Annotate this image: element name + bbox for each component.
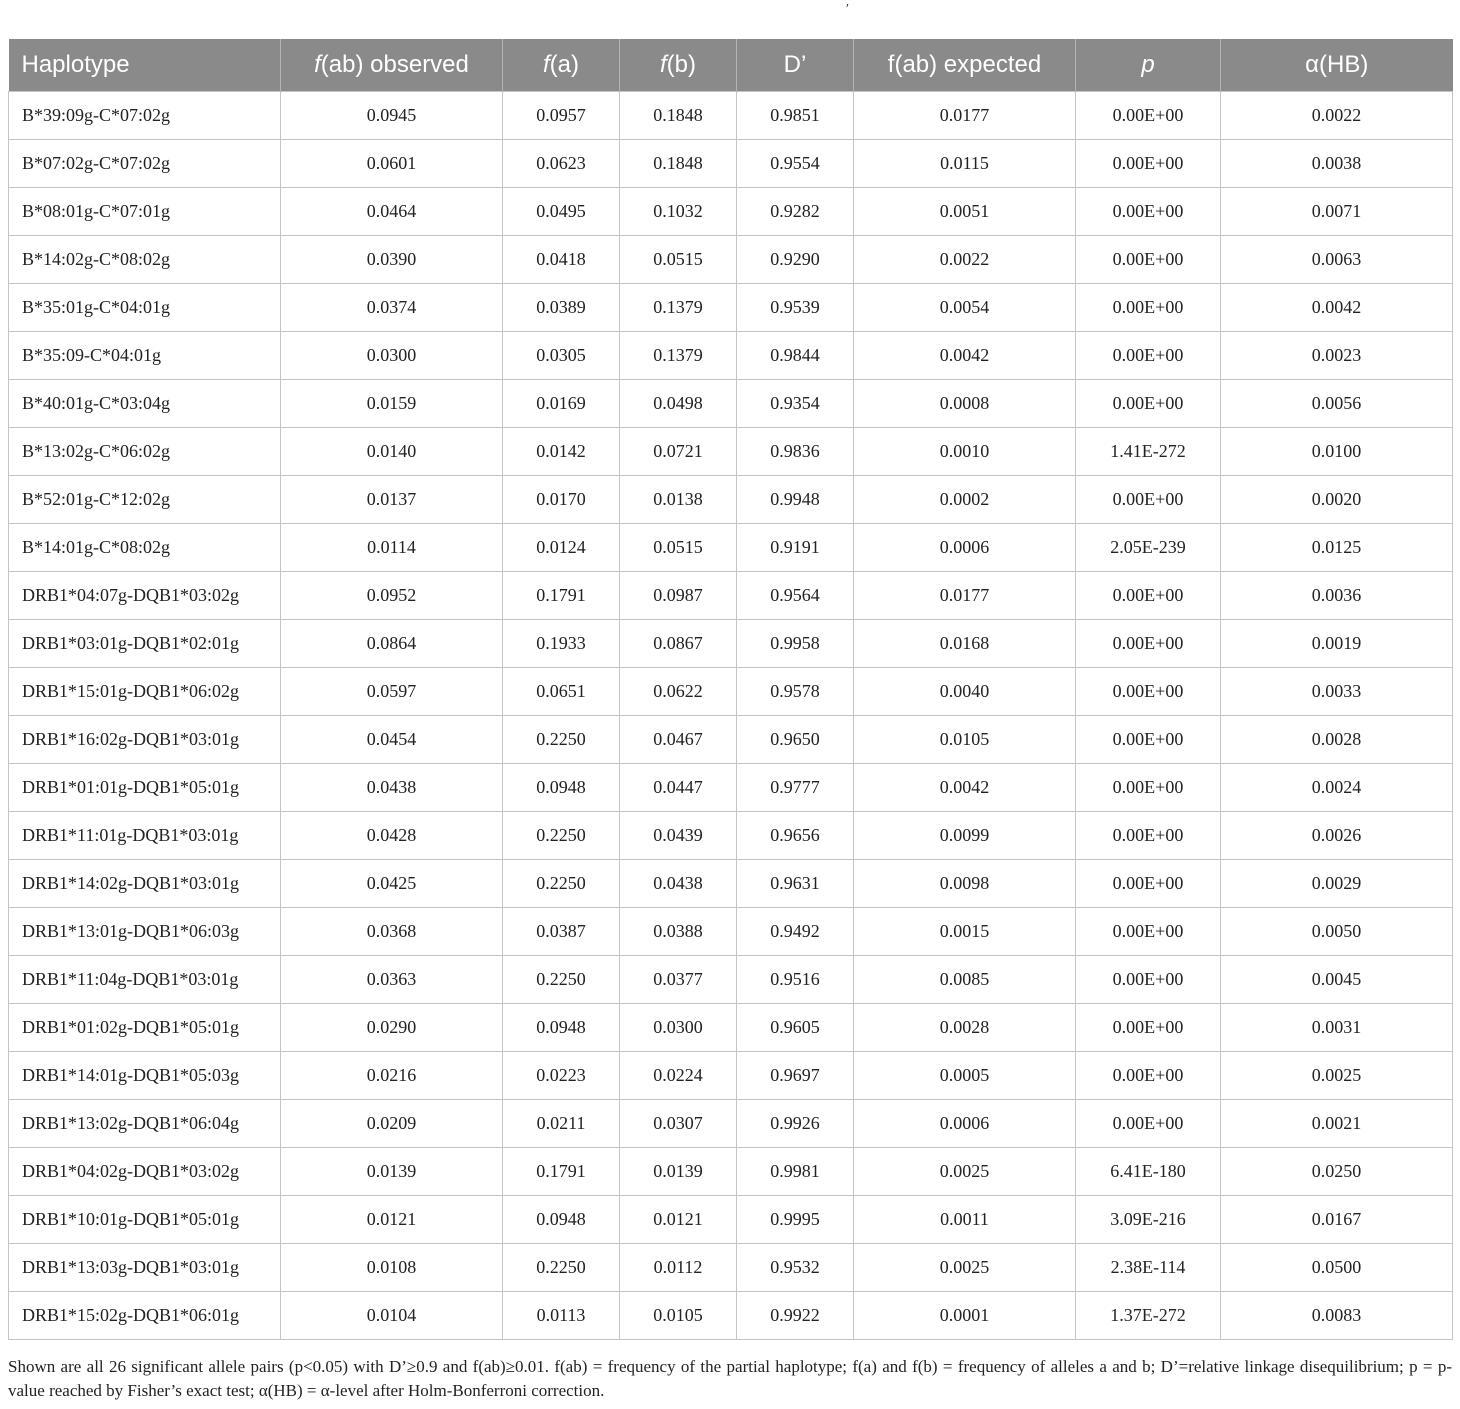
table-row <box>9 860 1453 908</box>
p-value-cell: 2.38E-114 <box>1076 1244 1221 1292</box>
table-body <box>9 92 1453 1340</box>
p-value-cell: 1.41E-272 <box>1076 428 1221 476</box>
alpha-cell: 0.0019 <box>1221 620 1453 668</box>
fab-expected-cell: 0.0025 <box>854 1244 1076 1292</box>
fab-expected-cell: 0.0002 <box>854 476 1076 524</box>
table-row <box>9 908 1453 956</box>
p-value-cell: 0.00E+00 <box>1076 332 1221 380</box>
haplotype-cell: DRB1*10:01g-DQB1*05:01g <box>9 1196 281 1244</box>
table-row <box>9 1148 1453 1196</box>
dprime-cell: 0.9697 <box>737 1052 854 1100</box>
dprime-cell: 0.9605 <box>737 1004 854 1052</box>
alpha-cell: 0.0024 <box>1221 764 1453 812</box>
table-row <box>9 668 1453 716</box>
fab-expected-cell: 0.0001 <box>854 1292 1076 1340</box>
table-row <box>9 1196 1453 1244</box>
header-fa: f(a) <box>503 39 620 92</box>
table-row <box>9 284 1453 332</box>
dprime-cell: 0.9354 <box>737 380 854 428</box>
table-footnote: Shown are all 26 significant allele pairs (p<0.05) with D’≥0.9 and f(ab)≥0.01. f(ab) = frequency of the partial haplotype; f(a) and f(b) = frequency of alleles a and b; D’=relative linkage disequilibrium; p = p-value reached by Fisher’s exact test; α(HB) = α-level after Holm-Bonferroni correction. <box>8 1357 1452 1400</box>
fab-observed-cell: 0.0425 <box>281 860 503 908</box>
haplotype-table <box>8 39 1453 1340</box>
dprime-cell: 0.9995 <box>737 1196 854 1244</box>
table-row <box>9 1004 1453 1052</box>
fab-expected-cell: 0.0105 <box>854 716 1076 764</box>
dprime-cell: 0.9578 <box>737 668 854 716</box>
fab-observed-cell: 0.0300 <box>281 332 503 380</box>
fab-expected-cell: 0.0015 <box>854 908 1076 956</box>
p-value-cell: 6.41E-180 <box>1076 1148 1221 1196</box>
fa-cell: 0.0389 <box>503 284 620 332</box>
haplotype-cell: DRB1*04:07g-DQB1*03:02g <box>9 572 281 620</box>
alpha-cell: 0.0036 <box>1221 572 1453 620</box>
p-value-cell: 0.00E+00 <box>1076 860 1221 908</box>
dprime-cell: 0.9539 <box>737 284 854 332</box>
fab-observed-cell: 0.0597 <box>281 668 503 716</box>
fab-observed-cell: 0.0374 <box>281 284 503 332</box>
alpha-cell: 0.0063 <box>1221 236 1453 284</box>
fb-cell: 0.1379 <box>620 332 737 380</box>
fa-cell: 0.0948 <box>503 1196 620 1244</box>
haplotype-cell: B*35:01g-C*04:01g <box>9 284 281 332</box>
fa-cell: 0.2250 <box>503 716 620 764</box>
table-row <box>9 236 1453 284</box>
alpha-cell: 0.0045 <box>1221 956 1453 1004</box>
fab-expected-cell: 0.0040 <box>854 668 1076 716</box>
fab-expected-cell: 0.0099 <box>854 812 1076 860</box>
p-value-cell: 0.00E+00 <box>1076 620 1221 668</box>
haplotype-cell: DRB1*13:02g-DQB1*06:04g <box>9 1100 281 1148</box>
table-row <box>9 1292 1453 1340</box>
fa-cell: 0.0418 <box>503 236 620 284</box>
alpha-cell: 0.0023 <box>1221 332 1453 380</box>
fab-expected-cell: 0.0168 <box>854 620 1076 668</box>
p-value-cell: 0.00E+00 <box>1076 812 1221 860</box>
alpha-cell: 0.0022 <box>1221 92 1453 140</box>
alpha-cell: 0.0056 <box>1221 380 1453 428</box>
table-row <box>9 524 1453 572</box>
fb-cell: 0.0388 <box>620 908 737 956</box>
fa-cell: 0.0211 <box>503 1100 620 1148</box>
p-value-cell: 0.00E+00 <box>1076 236 1221 284</box>
fb-cell: 0.1379 <box>620 284 737 332</box>
haplotype-cell: DRB1*16:02g-DQB1*03:01g <box>9 716 281 764</box>
p-value-cell: 0.00E+00 <box>1076 1052 1221 1100</box>
fb-cell: 0.0139 <box>620 1148 737 1196</box>
alpha-cell: 0.0031 <box>1221 1004 1453 1052</box>
table-row <box>9 140 1453 188</box>
fa-cell: 0.0170 <box>503 476 620 524</box>
fb-cell: 0.0622 <box>620 668 737 716</box>
fab-expected-cell: 0.0042 <box>854 332 1076 380</box>
fa-cell: 0.1933 <box>503 620 620 668</box>
fb-cell: 0.0515 <box>620 524 737 572</box>
haplotype-cell: DRB1*11:01g-DQB1*03:01g <box>9 812 281 860</box>
fab-observed-cell: 0.0390 <box>281 236 503 284</box>
fab-expected-cell: 0.0025 <box>854 1148 1076 1196</box>
fb-cell: 0.0307 <box>620 1100 737 1148</box>
p-value-cell: 0.00E+00 <box>1076 92 1221 140</box>
haplotype-cell: B*14:02g-C*08:02g <box>9 236 281 284</box>
p-value-cell: 0.00E+00 <box>1076 716 1221 764</box>
dprime-cell: 0.9554 <box>737 140 854 188</box>
dprime-cell: 0.9777 <box>737 764 854 812</box>
table-row <box>9 476 1453 524</box>
fab-expected-cell: 0.0054 <box>854 284 1076 332</box>
dprime-cell: 0.9926 <box>737 1100 854 1148</box>
fa-cell: 0.2250 <box>503 956 620 1004</box>
table-row <box>9 812 1453 860</box>
alpha-cell: 0.0029 <box>1221 860 1453 908</box>
fb-cell: 0.0447 <box>620 764 737 812</box>
dprime-cell: 0.9282 <box>737 188 854 236</box>
table-row <box>9 1100 1453 1148</box>
alpha-cell: 0.0250 <box>1221 1148 1453 1196</box>
fab-observed-cell: 0.0108 <box>281 1244 503 1292</box>
p-value-cell: 0.00E+00 <box>1076 668 1221 716</box>
dprime-cell: 0.9958 <box>737 620 854 668</box>
haplotype-cell: B*13:02g-C*06:02g <box>9 428 281 476</box>
fab-observed-cell: 0.0140 <box>281 428 503 476</box>
fa-cell: 0.0223 <box>503 1052 620 1100</box>
dprime-cell: 0.9922 <box>737 1292 854 1340</box>
header-fb: f(b) <box>620 39 737 92</box>
fab-observed-cell: 0.0209 <box>281 1100 503 1148</box>
dprime-cell: 0.9844 <box>737 332 854 380</box>
p-value-cell: 3.09E-216 <box>1076 1196 1221 1244</box>
dprime-cell: 0.9631 <box>737 860 854 908</box>
table-row <box>9 620 1453 668</box>
fab-observed-cell: 0.0464 <box>281 188 503 236</box>
fab-observed-cell: 0.0290 <box>281 1004 503 1052</box>
haplotype-cell: B*52:01g-C*12:02g <box>9 476 281 524</box>
p-value-cell: 0.00E+00 <box>1076 476 1221 524</box>
fab-observed-cell: 0.0454 <box>281 716 503 764</box>
table-row <box>9 956 1453 1004</box>
fb-cell: 0.0438 <box>620 860 737 908</box>
alpha-cell: 0.0042 <box>1221 284 1453 332</box>
fab-expected-cell: 0.0005 <box>854 1052 1076 1100</box>
haplotype-cell: DRB1*14:02g-DQB1*03:01g <box>9 860 281 908</box>
table-row <box>9 1244 1453 1292</box>
fab-expected-cell: 0.0098 <box>854 860 1076 908</box>
p-value-cell: 0.00E+00 <box>1076 1004 1221 1052</box>
alpha-cell: 0.0025 <box>1221 1052 1453 1100</box>
header-p: p <box>1076 39 1221 92</box>
fab-observed-cell: 0.0945 <box>281 92 503 140</box>
p-value-cell: 0.00E+00 <box>1076 764 1221 812</box>
header-alpha: α(HB) <box>1221 39 1453 92</box>
alpha-cell: 0.0026 <box>1221 812 1453 860</box>
fab-expected-cell: 0.0115 <box>854 140 1076 188</box>
dprime-cell: 0.9650 <box>737 716 854 764</box>
fb-cell: 0.0439 <box>620 812 737 860</box>
fab-expected-cell: 0.0085 <box>854 956 1076 1004</box>
haplotype-cell: B*39:09g-C*07:02g <box>9 92 281 140</box>
fab-observed-cell: 0.0864 <box>281 620 503 668</box>
haplotype-cell: B*08:01g-C*07:01g <box>9 188 281 236</box>
fb-cell: 0.0121 <box>620 1196 737 1244</box>
p-value-cell: 0.00E+00 <box>1076 380 1221 428</box>
p-value-cell: 0.00E+00 <box>1076 284 1221 332</box>
haplotype-cell: DRB1*03:01g-DQB1*02:01g <box>9 620 281 668</box>
fb-cell: 0.1848 <box>620 92 737 140</box>
alpha-cell: 0.0125 <box>1221 524 1453 572</box>
fa-cell: 0.1791 <box>503 1148 620 1196</box>
fab-observed-cell: 0.0139 <box>281 1148 503 1196</box>
fab-observed-cell: 0.0601 <box>281 140 503 188</box>
fab-observed-cell: 0.0137 <box>281 476 503 524</box>
fa-cell: 0.0387 <box>503 908 620 956</box>
fa-cell: 0.0113 <box>503 1292 620 1340</box>
fab-expected-cell: 0.0010 <box>854 428 1076 476</box>
p-value-cell: 0.00E+00 <box>1076 188 1221 236</box>
p-value-cell: 0.00E+00 <box>1076 572 1221 620</box>
haplotype-cell: B*14:01g-C*08:02g <box>9 524 281 572</box>
fb-cell: 0.0300 <box>620 1004 737 1052</box>
fb-cell: 0.0467 <box>620 716 737 764</box>
fb-cell: 0.0721 <box>620 428 737 476</box>
fab-observed-cell: 0.0114 <box>281 524 503 572</box>
dprime-cell: 0.9191 <box>737 524 854 572</box>
p-value-cell: 0.00E+00 <box>1076 1100 1221 1148</box>
dprime-cell: 0.9851 <box>737 92 854 140</box>
fab-expected-cell: 0.0006 <box>854 1100 1076 1148</box>
alpha-cell: 0.0038 <box>1221 140 1453 188</box>
haplotype-cell: DRB1*01:02g-DQB1*05:01g <box>9 1004 281 1052</box>
fab-expected-cell: 0.0042 <box>854 764 1076 812</box>
fab-observed-cell: 0.0104 <box>281 1292 503 1340</box>
fab-observed-cell: 0.0368 <box>281 908 503 956</box>
haplotype-cell: DRB1*01:01g-DQB1*05:01g <box>9 764 281 812</box>
p-value-cell: 0.00E+00 <box>1076 908 1221 956</box>
fab-observed-cell: 0.0216 <box>281 1052 503 1100</box>
header-fab-expected: f(ab) expected <box>854 39 1076 92</box>
fa-cell: 0.0305 <box>503 332 620 380</box>
p-value-cell: 1.37E-272 <box>1076 1292 1221 1340</box>
fb-cell: 0.0138 <box>620 476 737 524</box>
header-row <box>9 39 1453 92</box>
haplotype-cell: DRB1*15:02g-DQB1*06:01g <box>9 1292 281 1340</box>
table-row <box>9 332 1453 380</box>
fa-cell: 0.2250 <box>503 1244 620 1292</box>
fb-cell: 0.0377 <box>620 956 737 1004</box>
fa-cell: 0.1791 <box>503 572 620 620</box>
fa-cell: 0.2250 <box>503 860 620 908</box>
dprime-cell: 0.9836 <box>737 428 854 476</box>
table-row <box>9 716 1453 764</box>
fab-expected-cell: 0.0051 <box>854 188 1076 236</box>
dprime-cell: 0.9492 <box>737 908 854 956</box>
table-row <box>9 92 1453 140</box>
haplotype-cell: B*35:09-C*04:01g <box>9 332 281 380</box>
alpha-cell: 0.0033 <box>1221 668 1453 716</box>
fb-cell: 0.1848 <box>620 140 737 188</box>
fab-expected-cell: 0.0008 <box>854 380 1076 428</box>
haplotype-cell: DRB1*13:01g-DQB1*06:03g <box>9 908 281 956</box>
haplotype-cell: DRB1*11:04g-DQB1*03:01g <box>9 956 281 1004</box>
alpha-cell: 0.0083 <box>1221 1292 1453 1340</box>
fb-cell: 0.1032 <box>620 188 737 236</box>
alpha-cell: 0.0071 <box>1221 188 1453 236</box>
dprime-cell: 0.9948 <box>737 476 854 524</box>
fb-cell: 0.0224 <box>620 1052 737 1100</box>
fab-observed-cell: 0.0121 <box>281 1196 503 1244</box>
haplotype-cell: DRB1*04:02g-DQB1*03:02g <box>9 1148 281 1196</box>
fa-cell: 0.0495 <box>503 188 620 236</box>
header-haplotype: Haplotype <box>9 39 281 92</box>
alpha-cell: 0.0500 <box>1221 1244 1453 1292</box>
fab-expected-cell: 0.0006 <box>854 524 1076 572</box>
fab-expected-cell: 0.0028 <box>854 1004 1076 1052</box>
haplotype-cell: DRB1*13:03g-DQB1*03:01g <box>9 1244 281 1292</box>
fb-cell: 0.0987 <box>620 572 737 620</box>
fb-cell: 0.0498 <box>620 380 737 428</box>
alpha-cell: 0.0167 <box>1221 1196 1453 1244</box>
dprime-cell: 0.9656 <box>737 812 854 860</box>
fab-observed-cell: 0.0363 <box>281 956 503 1004</box>
fa-cell: 0.0948 <box>503 764 620 812</box>
haplotype-cell: B*07:02g-C*07:02g <box>9 140 281 188</box>
table-row <box>9 572 1453 620</box>
header-dprime: D’ <box>737 39 854 92</box>
fab-expected-cell: 0.0022 <box>854 236 1076 284</box>
fa-cell: 0.0957 <box>503 92 620 140</box>
fa-cell: 0.0651 <box>503 668 620 716</box>
fb-cell: 0.0515 <box>620 236 737 284</box>
p-value-cell: 0.00E+00 <box>1076 956 1221 1004</box>
header-fab-observed: f(ab) observed <box>281 39 503 92</box>
fa-cell: 0.2250 <box>503 812 620 860</box>
table-row <box>9 188 1453 236</box>
fa-cell: 0.0948 <box>503 1004 620 1052</box>
fa-cell: 0.0623 <box>503 140 620 188</box>
table-row <box>9 380 1453 428</box>
dprime-cell: 0.9564 <box>737 572 854 620</box>
table-row <box>9 1052 1453 1100</box>
table-row <box>9 764 1453 812</box>
fab-observed-cell: 0.0438 <box>281 764 503 812</box>
haplotype-cell: B*40:01g-C*03:04g <box>9 380 281 428</box>
p-value-cell: 0.00E+00 <box>1076 140 1221 188</box>
p-value-cell: 2.05E-239 <box>1076 524 1221 572</box>
fb-cell: 0.0112 <box>620 1244 737 1292</box>
fab-expected-cell: 0.0177 <box>854 572 1076 620</box>
alpha-cell: 0.0021 <box>1221 1100 1453 1148</box>
dprime-cell: 0.9516 <box>737 956 854 1004</box>
dprime-cell: 0.9981 <box>737 1148 854 1196</box>
alpha-cell: 0.0100 <box>1221 428 1453 476</box>
alpha-cell: 0.0028 <box>1221 716 1453 764</box>
dprime-cell: 0.9532 <box>737 1244 854 1292</box>
alpha-cell: 0.0020 <box>1221 476 1453 524</box>
fa-cell: 0.0169 <box>503 380 620 428</box>
fab-observed-cell: 0.0159 <box>281 380 503 428</box>
fab-observed-cell: 0.0952 <box>281 572 503 620</box>
haplotype-cell: DRB1*14:01g-DQB1*05:03g <box>9 1052 281 1100</box>
fab-expected-cell: 0.0011 <box>854 1196 1076 1244</box>
fab-expected-cell: 0.0177 <box>854 92 1076 140</box>
fa-cell: 0.0124 <box>503 524 620 572</box>
alpha-cell: 0.0050 <box>1221 908 1453 956</box>
fab-observed-cell: 0.0428 <box>281 812 503 860</box>
table-row <box>9 428 1453 476</box>
top-mark: ′ <box>846 2 850 17</box>
fb-cell: 0.0105 <box>620 1292 737 1340</box>
dprime-cell: 0.9290 <box>737 236 854 284</box>
fa-cell: 0.0142 <box>503 428 620 476</box>
haplotype-cell: DRB1*15:01g-DQB1*06:02g <box>9 668 281 716</box>
fb-cell: 0.0867 <box>620 620 737 668</box>
